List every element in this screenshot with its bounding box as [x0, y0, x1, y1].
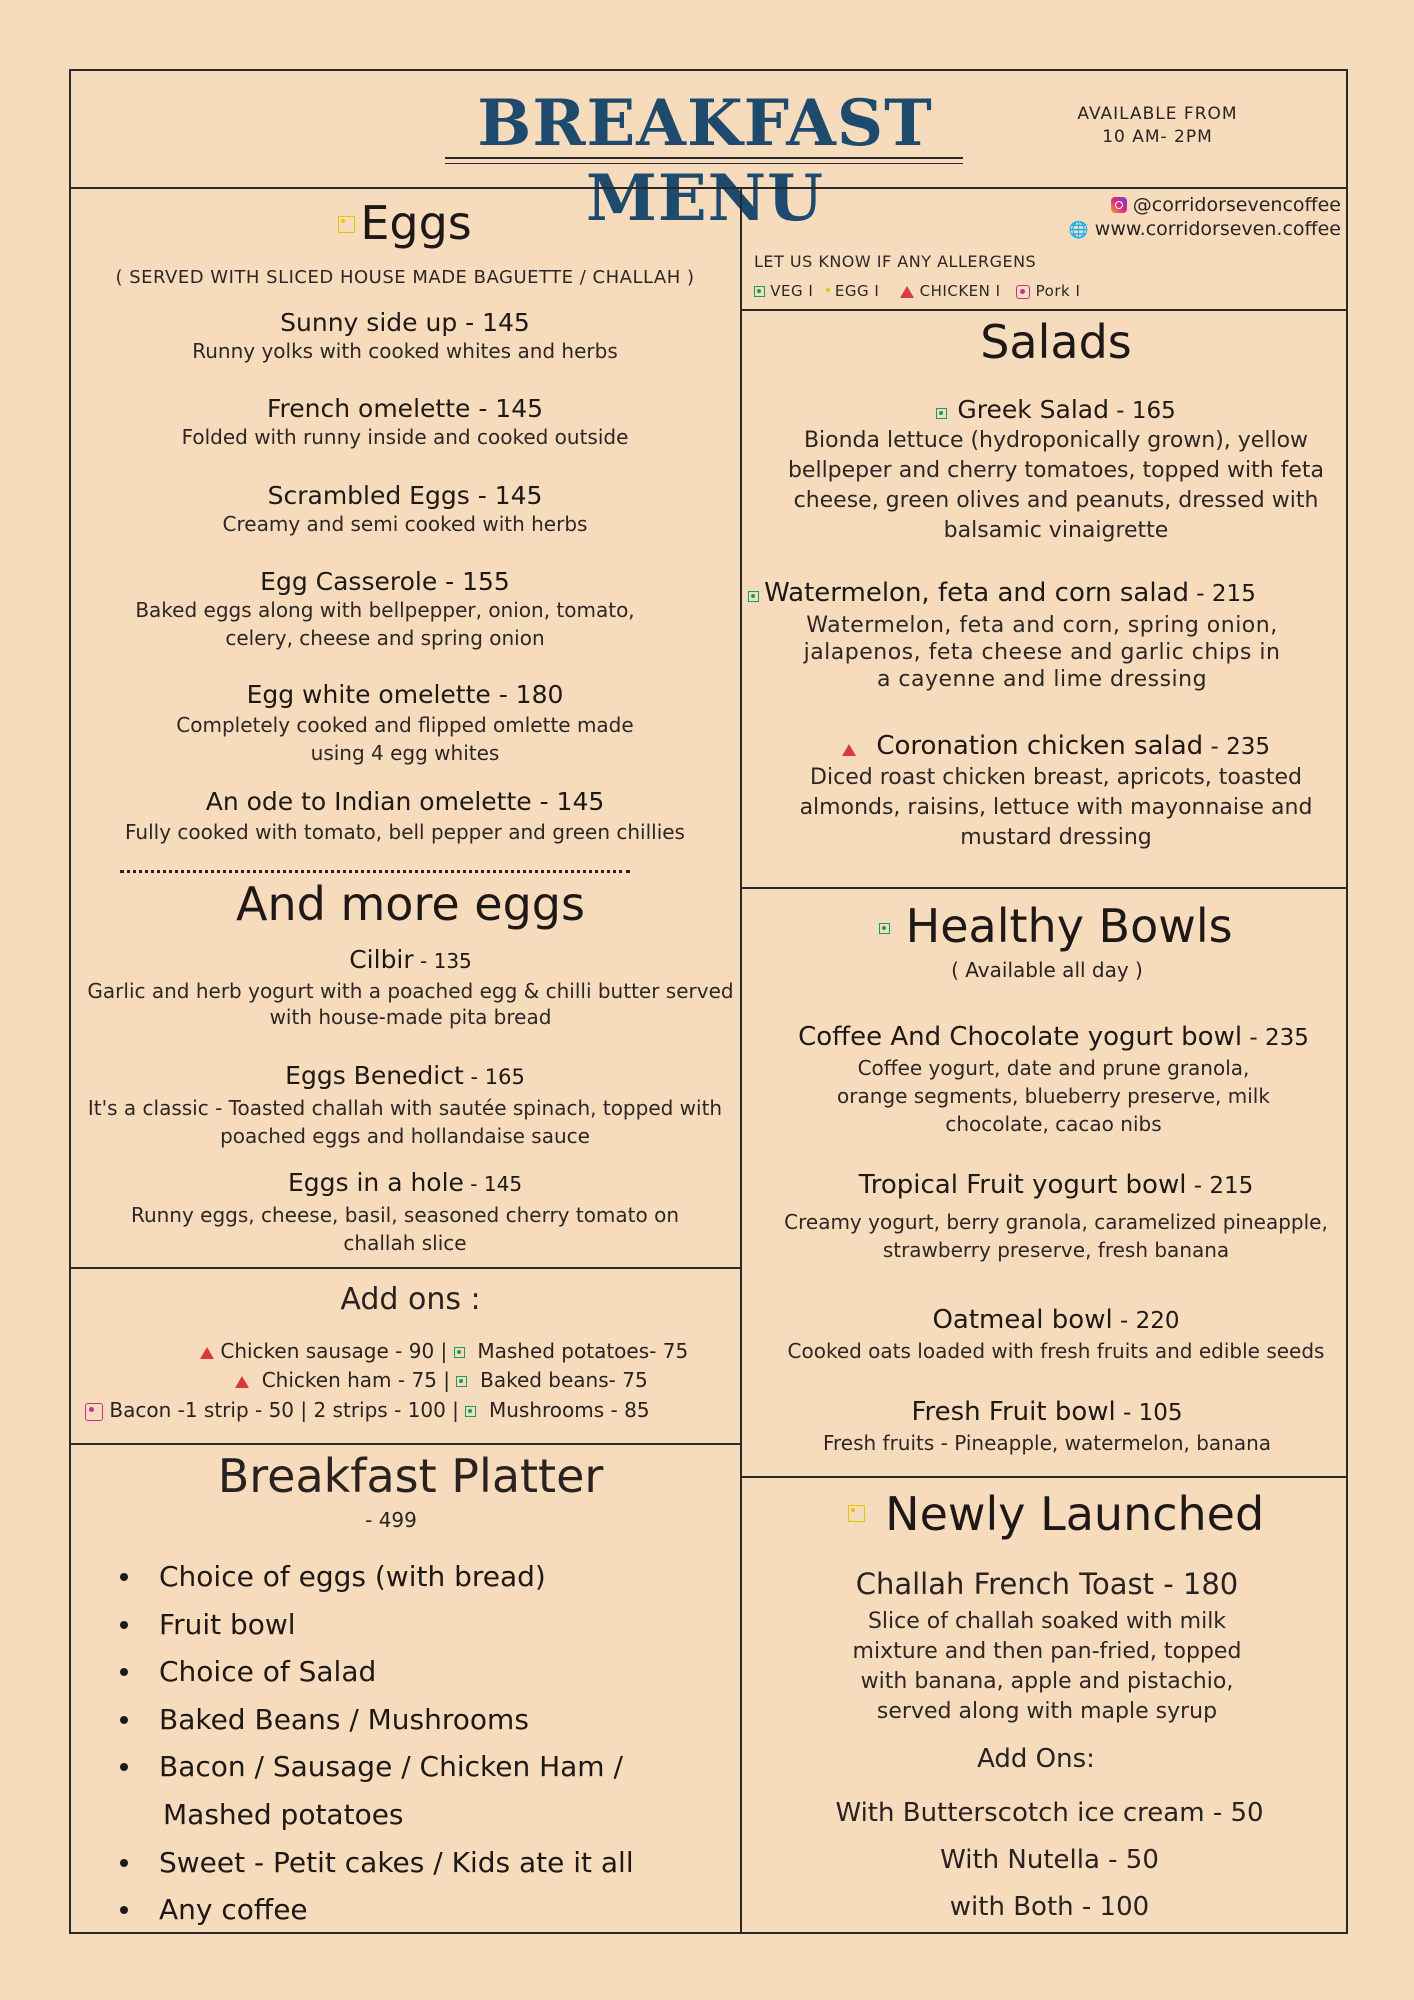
- item-name: Scrambled Eggs - 145: [267, 481, 543, 510]
- menu-item: [741, 1022, 1366, 1138]
- item-desc: Creamy yogurt, berry granola, caramelized pineapple, strawberry preserve, fresh banana: [784, 1210, 1328, 1262]
- more-eggs-title: And more eggs: [236, 877, 585, 931]
- list-item: Bacon / Sausage / Chicken Ham /: [69, 1743, 741, 1791]
- addon-item: Mashed potatoes- 75: [477, 1339, 689, 1363]
- item-desc: Diced roast chicken breast, apricots, toasted almonds, raisins, lettuce with mayonnaise and mustard dressing: [799, 765, 1313, 850]
- veg-icon: [936, 408, 947, 419]
- dotted-divider: [120, 870, 630, 873]
- menu-item: [69, 1168, 741, 1257]
- menu-item: [741, 1305, 1371, 1365]
- item-name: Coronation chicken salad: [876, 731, 1204, 761]
- menu-title: BREAKFAST MENU: [477, 86, 933, 236]
- addon-row: [85, 1398, 650, 1422]
- menu-item: [748, 578, 1348, 693]
- item-desc: celery, cheese and spring onion: [225, 626, 545, 650]
- eggs-heading: [69, 196, 741, 250]
- availability-line-1: AVAILABLE FROM: [1077, 104, 1238, 124]
- egg-icon: [338, 216, 355, 233]
- bowls-title: Healthy Bowls: [905, 899, 1233, 953]
- menu-item: [741, 1170, 1371, 1264]
- newly-addons-title: Add Ons:: [977, 1744, 1095, 1774]
- bowls-heading: [741, 899, 1371, 953]
- menu-item: [741, 1397, 1353, 1457]
- addon-item: With Nutella - 50: [940, 1845, 1159, 1875]
- menu-item: [69, 1061, 741, 1150]
- item-name: Egg white omelette - 180: [246, 680, 564, 709]
- newly-addons: [741, 1790, 1358, 1931]
- menu-item: [69, 308, 741, 365]
- bowls-subtitle: ( Available all day ): [951, 958, 1143, 982]
- item-name: Oatmeal bowl: [932, 1305, 1113, 1335]
- veg-icon: [465, 1406, 476, 1417]
- salads-title: Salads: [980, 315, 1132, 369]
- pork-icon: [1016, 285, 1030, 299]
- item-desc: Cooked oats loaded with fresh fruits and edible seeds: [787, 1339, 1325, 1363]
- website-text: www.corridorseven.coffee: [1094, 218, 1341, 240]
- item-desc: Coffee yogurt, date and prune granola, orange segments, blueberry preserve, milk chocolate, cacao nibs: [837, 1056, 1270, 1136]
- item-name: Greek Salad: [957, 395, 1109, 424]
- list-item: Choice of eggs (with bread): [69, 1553, 741, 1601]
- item-name: Eggs in a hole: [287, 1168, 464, 1197]
- legend-pork: Pork I: [1035, 282, 1081, 300]
- menu-item: [69, 481, 741, 538]
- title-underline-1: [445, 157, 963, 159]
- item-name: Egg Casserole - 155: [260, 567, 510, 596]
- veg-icon: [454, 1347, 465, 1358]
- addon-item: Chicken ham - 75 |: [261, 1368, 451, 1392]
- item-price: - 215: [1186, 1173, 1254, 1199]
- chicken-icon: [842, 744, 856, 756]
- bowls-divider: [741, 1476, 1348, 1478]
- list-item: Choice of Salad: [69, 1648, 741, 1696]
- pork-icon: [85, 1403, 103, 1421]
- platter-title: Breakfast Platter: [217, 1449, 604, 1503]
- eggs-subtitle: ( SERVED WITH SLICED HOUSE MADE BAGUETTE / CHALLAH ): [115, 267, 695, 288]
- list-item: Any coffee: [69, 1886, 741, 1934]
- newly-heading: [741, 1487, 1371, 1541]
- menu-item: [49, 567, 721, 652]
- menu-item: [69, 394, 741, 451]
- platter-price: - 499: [365, 1508, 417, 1532]
- addon-item: With Butterscotch ice cream - 50: [835, 1798, 1264, 1828]
- eggs-divider: [69, 1267, 741, 1269]
- salads-divider: [741, 887, 1348, 889]
- website-link[interactable]: [1069, 218, 1341, 240]
- newly-title: Newly Launched: [885, 1487, 1265, 1541]
- item-name: Tropical Fruit yogurt bowl: [858, 1170, 1187, 1200]
- availability-line-2: 10 AM- 2PM: [1102, 127, 1213, 147]
- menu-item: [69, 787, 741, 846]
- item-name: Eggs Benedict: [285, 1061, 464, 1090]
- veg-icon: [748, 591, 759, 602]
- platter-list: [69, 1553, 741, 1934]
- legend-chicken: CHICKEN I: [919, 282, 1001, 300]
- item-desc: Garlic and herb yogurt with a poached egg & chilli butter served: [87, 979, 734, 1003]
- item-desc: challah slice: [343, 1231, 467, 1255]
- item-price: - 165: [463, 1065, 525, 1089]
- menu-item: [69, 680, 741, 767]
- addon-row: [200, 1339, 688, 1363]
- chicken-icon: [200, 1347, 214, 1359]
- item-price: - 235: [1203, 734, 1271, 760]
- addons-divider: [69, 1443, 741, 1445]
- item-name: Fresh Fruit bowl: [911, 1397, 1116, 1427]
- allergen-legend: [754, 282, 1080, 300]
- item-desc: poached eggs and hollandaise sauce: [220, 1124, 590, 1148]
- menu-item: [741, 395, 1371, 546]
- instagram-icon: [1111, 197, 1127, 213]
- instagram-text: @corridorsevencoffee: [1132, 194, 1341, 216]
- title-underline-2: [445, 163, 963, 164]
- list-item: Mashed potatoes: [163, 1797, 404, 1831]
- legend-veg: VEG I: [770, 282, 814, 300]
- item-name: Watermelon, feta and corn salad: [764, 578, 1189, 608]
- newly-item-desc: Slice of challah soaked with milk mixture and then pan-fried, topped with banana, apple and pistachio, served along with maple syrup: [852, 1609, 1242, 1724]
- newly-item-name: Challah French Toast - 180: [855, 1567, 1239, 1601]
- item-name: Cilbir: [349, 945, 414, 974]
- item-desc: Fully cooked with tomato, bell pepper and green chillies: [125, 820, 685, 844]
- addons-title: Add ons :: [340, 1282, 481, 1317]
- addon-row: [235, 1368, 648, 1392]
- veg-icon: [879, 923, 890, 934]
- addon-item: with Both - 100: [949, 1892, 1150, 1922]
- menu-item: [741, 731, 1371, 853]
- item-desc: Runny yolks with cooked whites and herbs: [192, 339, 618, 363]
- item-desc: It's a classic - Toasted challah with sautée spinach, topped with: [87, 1096, 723, 1120]
- item-price: - 235: [1242, 1025, 1309, 1051]
- list-item: Sweet - Petit cakes / Kids ate it all: [69, 1839, 741, 1887]
- item-price: - 215: [1189, 581, 1256, 607]
- globe-icon: 🌐: [1068, 220, 1089, 239]
- item-name: Coffee And Chocolate yogurt bowl: [798, 1022, 1243, 1052]
- item-desc: with house-made pita bread: [269, 1005, 552, 1029]
- item-desc: Bionda lettuce (hydroponically grown), yellow bellpeper and cherry tomatoes, topped with feta cheese, green olives and peanuts, dressed with balsamic vinaigrette: [787, 428, 1325, 543]
- social-divider: [741, 309, 1348, 311]
- list-item: Fruit bowl: [69, 1601, 741, 1649]
- item-name: An ode to Indian omelette - 145: [205, 787, 605, 816]
- item-desc: using 4 egg whites: [310, 741, 500, 765]
- item-desc: Watermelon, feta and corn, spring onion, jalapenos, feta cheese and garlic chips in a cayenne and lime dressing: [803, 613, 1281, 692]
- item-price: - 145: [463, 1172, 523, 1196]
- item-desc: Folded with runny inside and cooked outside: [181, 425, 629, 449]
- item-price: - 165: [1108, 398, 1176, 424]
- eggs-title: Eggs: [360, 196, 472, 250]
- veg-icon: [754, 286, 765, 297]
- item-desc: Runny eggs, cheese, basil, seasoned cherry tomato on: [130, 1203, 680, 1227]
- item-name: French omelette - 145: [266, 394, 544, 423]
- menu-item: [69, 945, 752, 1030]
- item-desc: Completely cooked and flipped omlette made: [176, 713, 634, 737]
- egg-icon: [824, 286, 835, 297]
- addon-item: Chicken sausage - 90 |: [220, 1339, 448, 1363]
- allergens-note: LET US KNOW IF ANY ALLERGENS: [754, 252, 1037, 271]
- item-desc: Creamy and semi cooked with herbs: [222, 512, 588, 536]
- chicken-icon: [235, 1376, 249, 1388]
- chicken-icon: [900, 286, 914, 298]
- item-price: - 105: [1115, 1400, 1183, 1426]
- availability: [1040, 103, 1275, 149]
- header-divider: [69, 187, 1348, 189]
- list-item: Baked Beans / Mushrooms: [69, 1696, 741, 1744]
- addon-item: Bacon -1 strip - 50 | 2 strips - 100 |: [109, 1398, 459, 1422]
- legend-egg: EGG I: [834, 282, 880, 300]
- item-desc: Fresh fruits - Pineapple, watermelon, banana: [822, 1431, 1272, 1455]
- item-price: - 220: [1112, 1308, 1180, 1334]
- addon-item: Mushrooms - 85: [489, 1398, 650, 1422]
- instagram-handle[interactable]: [1111, 194, 1341, 216]
- item-desc: Baked eggs along with bellpepper, onion, tomato,: [135, 598, 635, 622]
- item-name: Sunny side up - 145: [280, 308, 530, 337]
- egg-icon: [848, 1505, 865, 1522]
- item-price: - 135: [413, 949, 472, 973]
- veg-icon: [456, 1376, 467, 1387]
- addon-item: Baked beans- 75: [480, 1368, 648, 1392]
